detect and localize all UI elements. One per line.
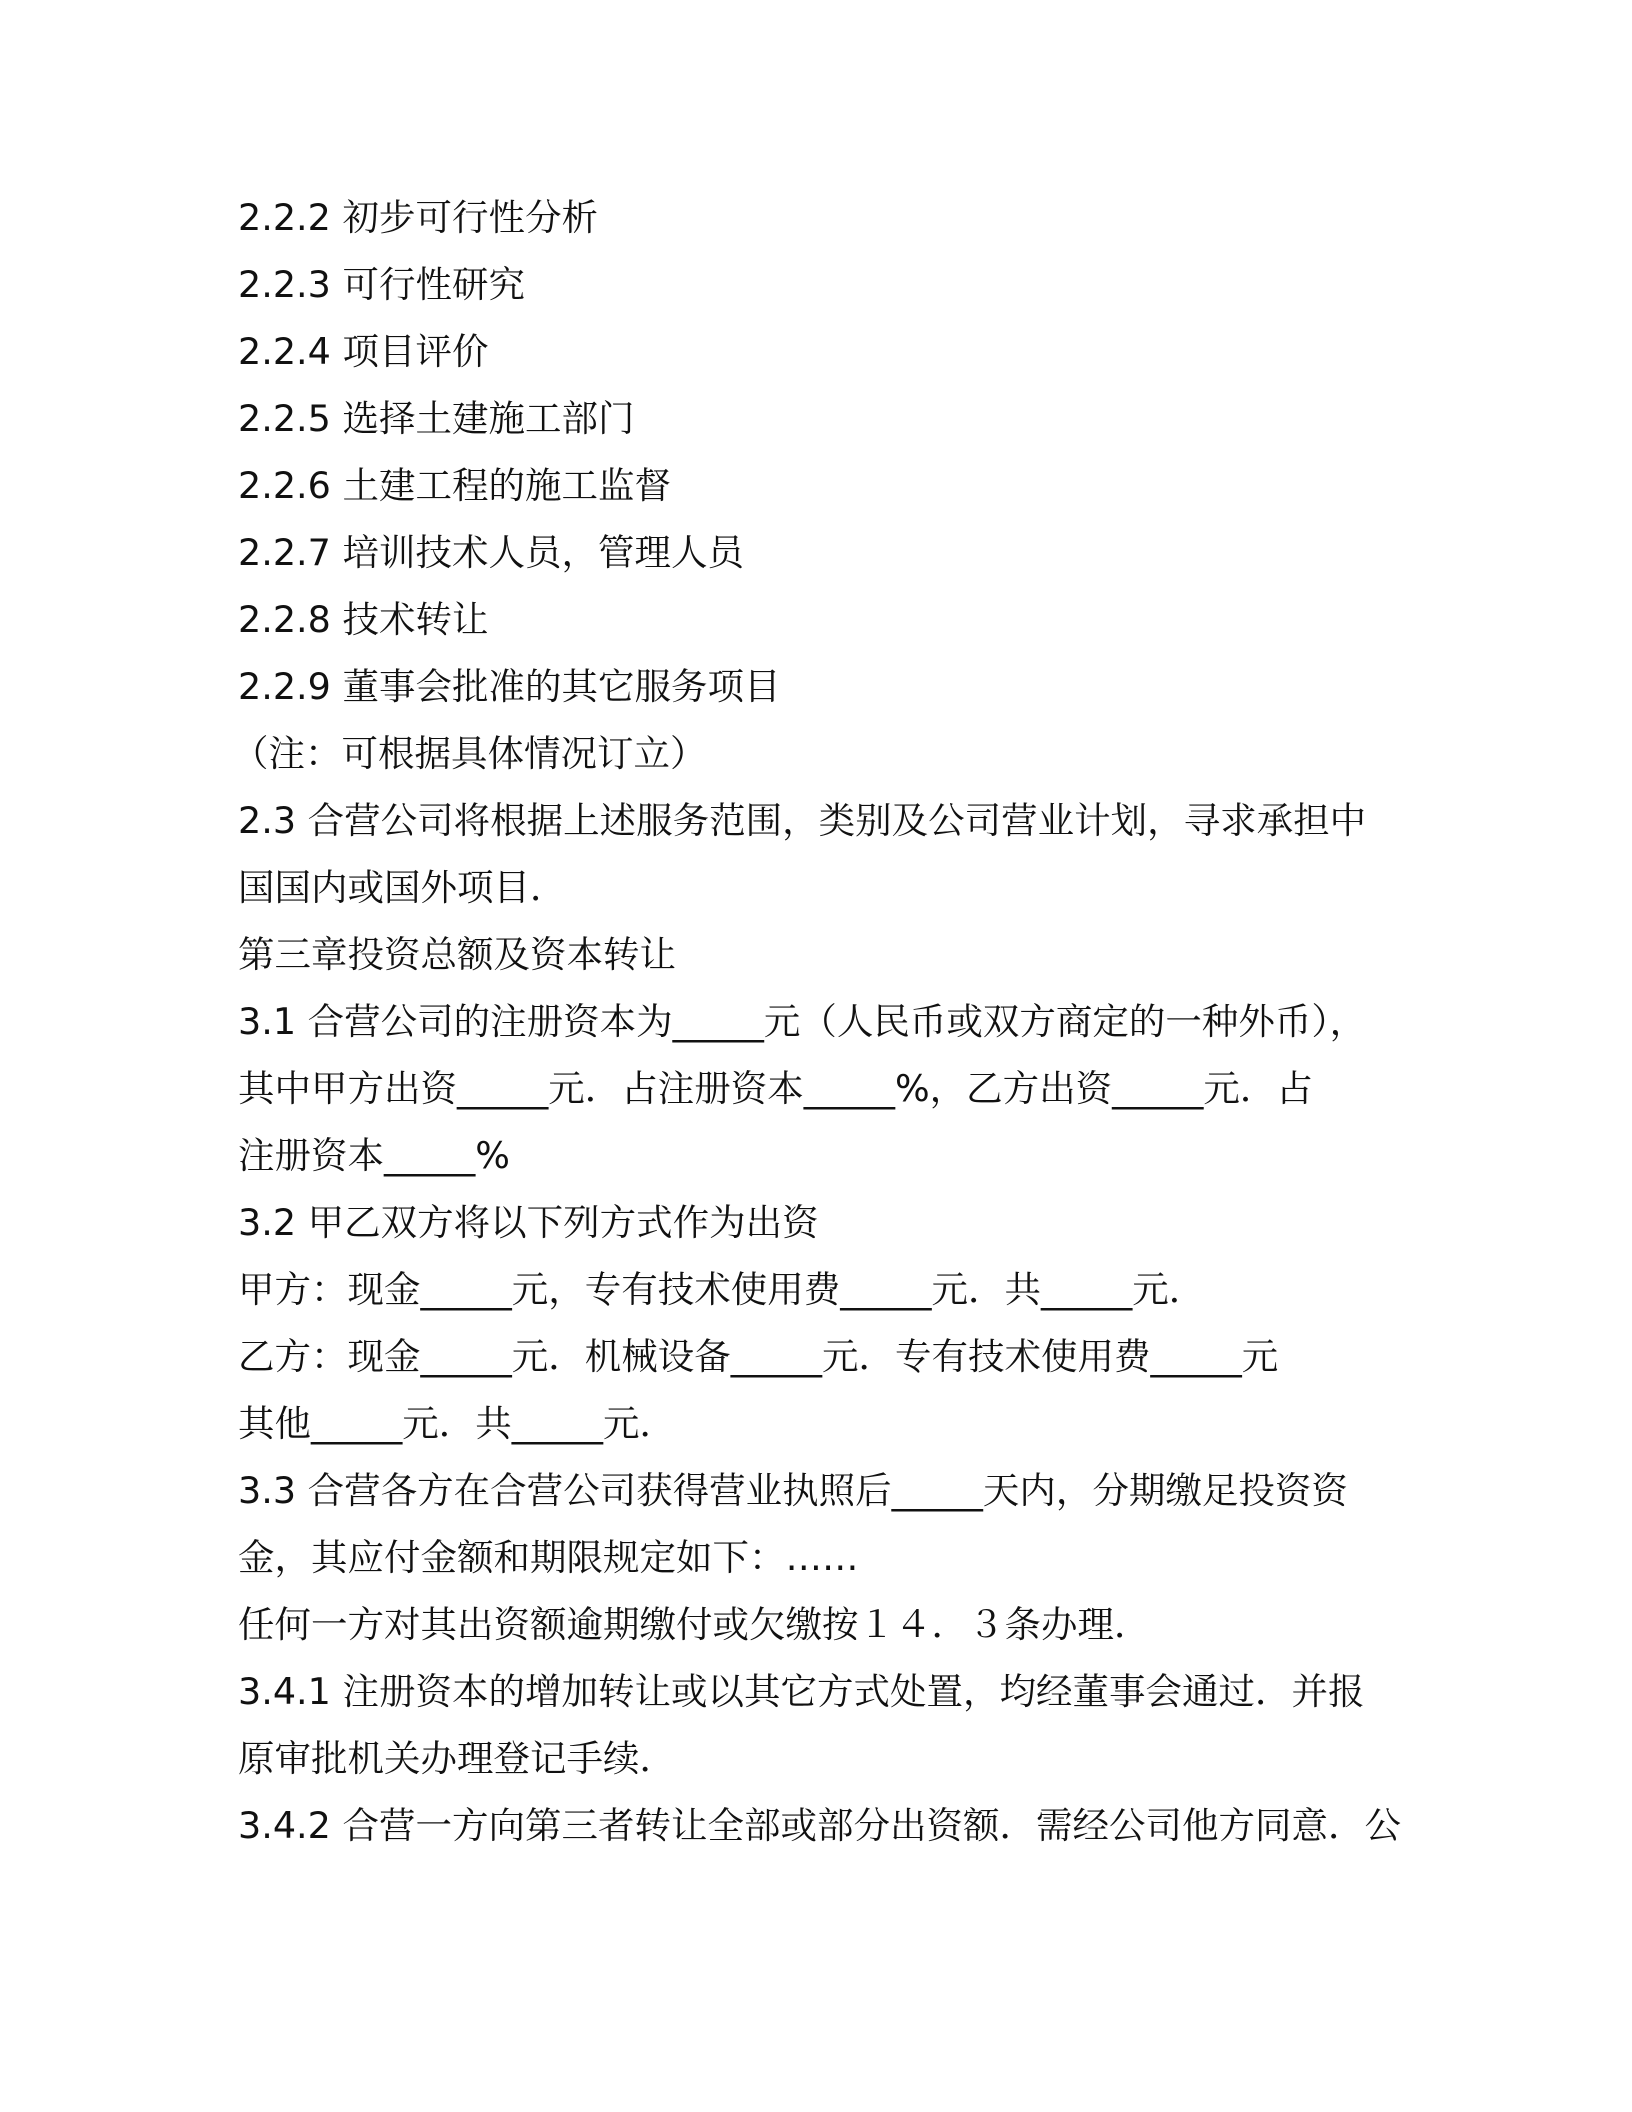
section-3-1-line-1: 3.1 合营公司的注册资本为_____元（人民币或双方商定的一种外币）， (238, 1000, 1367, 1043)
section-3-1-line-3: 注册资本_____% (238, 1134, 510, 1177)
section-2-3-line-2: 国国内或国外项目． (238, 866, 567, 909)
section-3-4-1-line-1: 3.4.1 注册资本的增加转让或以其它方式处置，均经董事会通过．并报 (238, 1670, 1365, 1713)
chapter-3-heading: 第三章投资总额及资本转让 (238, 933, 676, 976)
section-2-2-7: 2.2.7 培训技术人员，管理人员 (238, 531, 744, 574)
section-3-2: 3.2 甲乙双方将以下列方式作为出资 (238, 1201, 819, 1244)
section-2-2-3: 2.2.3 可行性研究 (238, 263, 525, 306)
section-3-4-1-line-2: 原审批机关办理登记手续． (238, 1737, 676, 1780)
party-b-contribution-line-1: 乙方：现金_____元．机械设备_____元．专有技术使用费_____元 (238, 1335, 1279, 1378)
section-3-4-2-line-1: 3.4.2 合营一方向第三者转让全部或部分出资额．需经公司他方同意．公 (238, 1804, 1401, 1847)
party-a-contribution: 甲方：现金_____元，专有技术使用费_____元．共_____元． (238, 1268, 1206, 1311)
section-3-1-line-2: 其中甲方出资_____元．占注册资本_____%，乙方出资_____元．占 (238, 1067, 1313, 1110)
section-2-3-line-1: 2.3 合营公司将根据上述服务范围，类别及公司营业计划，寻求承担中 (238, 799, 1367, 842)
note-line: （注：可根据具体情况订立） (232, 732, 707, 775)
section-2-2-8: 2.2.8 技术转让 (238, 598, 489, 641)
default-clause: 任何一方对其出资额逾期缴付或欠缴按１４．３条办理． (238, 1603, 1151, 1646)
section-2-2-5: 2.2.5 选择土建施工部门 (238, 397, 635, 440)
section-2-2-4: 2.2.4 项目评价 (238, 330, 489, 373)
section-3-3-line-1: 3.3 合营各方在合营公司获得营业执照后_____天内，分期缴足投资资 (238, 1469, 1348, 1512)
document-body (232, 184, 1401, 1859)
party-b-contribution-line-2: 其他_____元．共_____元． (238, 1402, 676, 1445)
section-2-2-6: 2.2.6 土建工程的施工监督 (238, 464, 671, 507)
section-2-2-9: 2.2.9 董事会批准的其它服务项目 (238, 665, 781, 708)
section-2-2-2: 2.2.2 初步可行性分析 (238, 196, 598, 239)
section-3-3-line-2: 金，其应付金额和期限规定如下：…… (238, 1536, 859, 1579)
